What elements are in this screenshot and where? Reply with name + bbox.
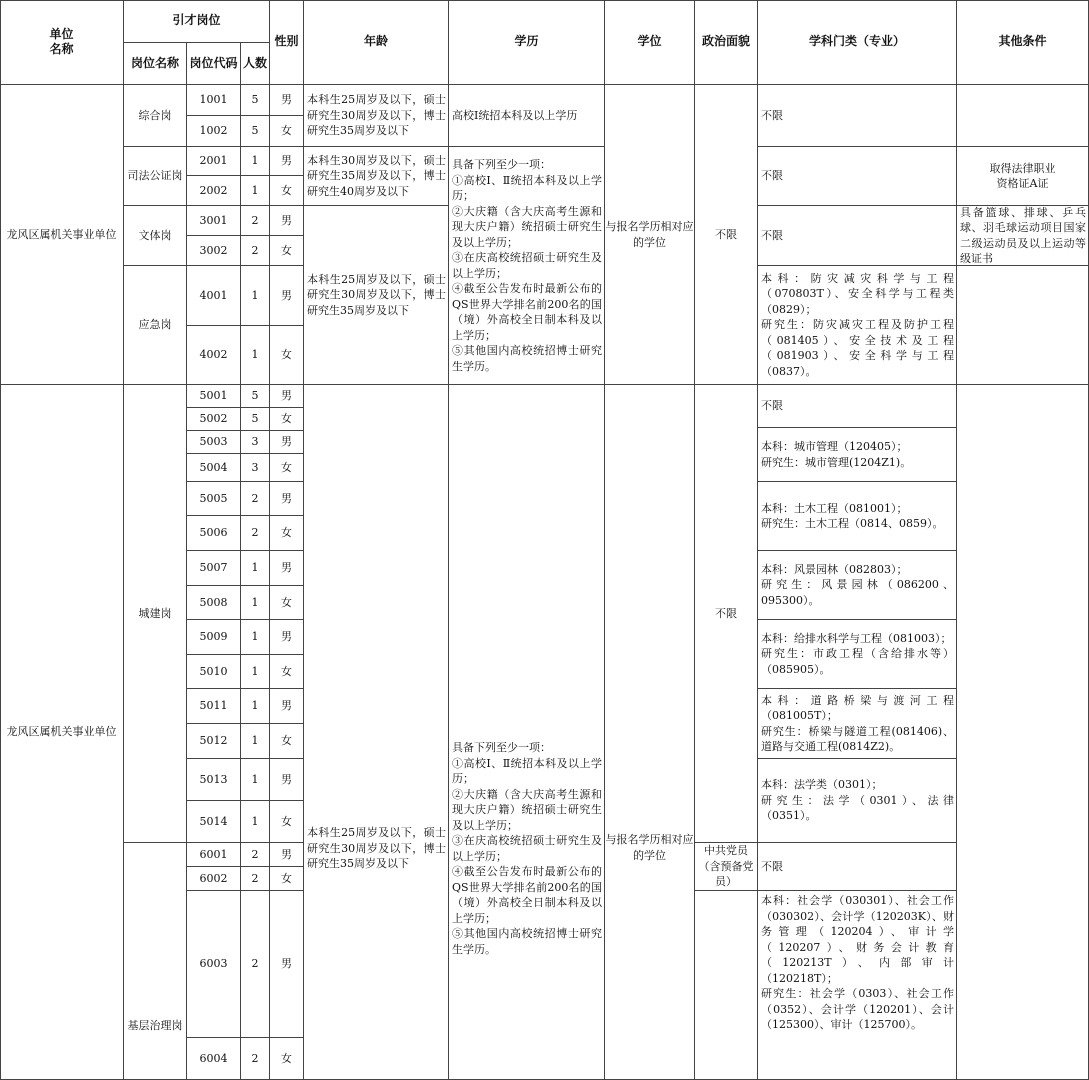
post-name-cell: 应急岗 [124,266,187,385]
gender-cell: 女 [270,236,304,266]
other-cell: 具备篮球、排球、乒乓球、羽毛球运动项目国家二级运动员及以上运动等级证书 [957,206,1089,266]
political-cell: 不限 [695,385,758,843]
headcount-cell: 1 [241,176,270,206]
headcount-cell: 2 [241,1038,270,1080]
headcount-cell: 1 [241,801,270,843]
headcount-cell: 2 [241,891,270,1038]
headcount-cell: 3 [241,454,270,482]
headcount-cell: 2 [241,236,270,266]
header-post-code: 岗位代码 [187,43,241,85]
discipline-cell: 本科：社会学（030301）、社会工作（030302）、会计学（120203K）、财务管理（120204）、审计学（120207）、财务会计教育（120213T）、内部审计（120218T）； 研究生：社会学（0303）、社会工作（0352）、会计学（120201）、会计（125300）、审计（125700）。 [758,891,957,1080]
discipline-cell: 本科：道路桥梁与渡河工程（081005T）； 研究生：桥梁与隧道工程(081406)、道路与交通工程(0814Z2)。 [758,689,957,759]
political-cell: 不限 [695,85,758,385]
post-name-cell: 城建岗 [124,385,187,843]
headcount-cell: 5 [241,116,270,147]
gender-cell: 男 [270,482,304,516]
headcount-cell: 1 [241,620,270,655]
gender-cell: 女 [270,801,304,843]
degree-cell: 与报名学历相对应的学位 [605,385,695,1080]
headcount-cell: 5 [241,85,270,116]
discipline-cell: 不限 [758,147,957,206]
headcount-cell: 2 [241,843,270,867]
gender-cell: 男 [270,620,304,655]
post-code-cell: 2001 [187,147,241,176]
post-code-cell: 1002 [187,116,241,147]
age-cell: 本科生25周岁及以下，硕士研究生30周岁及以下，博士研究生35周岁及以下 [304,85,449,147]
post-code-cell: 5011 [187,689,241,724]
post-code-cell: 4002 [187,326,241,385]
gender-cell: 女 [270,408,304,431]
post-code-cell: 5012 [187,724,241,759]
age-cell: 本科生25周岁及以下，硕士研究生30周岁及以下，博士研究生35周岁及以下 [304,385,449,1080]
header-political: 政治面貌 [695,0,758,85]
gender-cell: 男 [270,551,304,586]
gender-cell: 女 [270,516,304,551]
discipline-cell: 不限 [758,206,957,266]
post-code-cell: 6002 [187,867,241,891]
gender-cell: 男 [270,843,304,867]
headcount-cell: 3 [241,431,270,454]
gender-cell: 女 [270,1038,304,1080]
other-cell [957,385,1089,1080]
discipline-cell: 本科：防灾减灾科学与工程（070803T）、安全科学与工程类（0829）； 研究生：防灾减灾工程及防护工程（081405）、安全技术及工程（081903）、安全科学与工程（0837）。 [758,266,957,385]
headcount-cell: 1 [241,724,270,759]
post-name-cell: 综合岗 [124,85,187,147]
political-cell [695,891,758,1080]
header-position-group: 引才岗位 [124,0,270,43]
post-code-cell: 5007 [187,551,241,586]
discipline-cell: 不限 [758,85,957,147]
gender-cell: 女 [270,116,304,147]
discipline-cell: 不限 [758,843,957,891]
gender-cell: 男 [270,147,304,176]
post-code-cell: 3001 [187,206,241,236]
gender-cell: 女 [270,326,304,385]
header-headcount: 人数 [241,43,270,85]
post-code-cell: 6003 [187,891,241,1038]
gender-cell: 女 [270,454,304,482]
post-code-cell: 6004 [187,1038,241,1080]
headcount-cell: 1 [241,147,270,176]
post-name-cell: 基层治理岗 [124,843,187,1080]
headcount-cell: 5 [241,408,270,431]
gender-cell: 女 [270,867,304,891]
political-cell: 中共党员（含预备党员） [695,843,758,891]
degree-cell: 与报名学历相对应的学位 [605,85,695,385]
discipline-cell: 本科：给排水科学与工程（081003）； 研究生：市政工程（含给排水等）（085905）。 [758,620,957,689]
post-code-cell: 1001 [187,85,241,116]
headcount-cell: 2 [241,482,270,516]
post-name-cell: 文体岗 [124,206,187,266]
post-name-cell: 司法公证岗 [124,147,187,206]
post-code-cell: 2002 [187,176,241,206]
headcount-cell: 1 [241,326,270,385]
other-cell [957,266,1089,385]
gender-cell: 女 [270,586,304,620]
post-code-cell: 6001 [187,843,241,867]
headcount-cell: 1 [241,759,270,801]
gender-cell: 男 [270,85,304,116]
gender-cell: 女 [270,176,304,206]
other-cell [957,85,1089,147]
post-code-cell: 5013 [187,759,241,801]
post-code-cell: 5006 [187,516,241,551]
post-code-cell: 5010 [187,655,241,689]
education-cell: 高校Ⅰ统招本科及以上学历 [449,85,605,147]
gender-cell: 男 [270,759,304,801]
header-unit-name: 单位 名称 [0,0,124,85]
header-other: 其他条件 [957,0,1089,85]
header-degree: 学位 [605,0,695,85]
discipline-cell: 本科：土木工程（081001）； 研究生：土木工程（0814、0859）。 [758,482,957,551]
post-code-cell: 5009 [187,620,241,655]
gender-cell: 男 [270,431,304,454]
discipline-cell: 不限 [758,385,957,428]
headcount-cell: 2 [241,867,270,891]
age-cell: 本科生30周岁及以下，硕士研究生35周岁及以下，博士研究生40周岁及以下 [304,147,449,206]
header-education: 学历 [449,0,605,85]
headcount-cell: 2 [241,516,270,551]
education-cell: 具备下列至少一项： ①高校Ⅰ、Ⅱ统招本科及以上学历； ②大庆籍（含大庆高考生源和现大庆户籍）统招硕士研究生及以上学历； ③在庆高校统招硕士研究生及以上学历； ④截至公告发布时最新公布的QS世界大学排名前200名的国（境）外高校全日制本科及以上学历； ⑤其他国内高校统招博士研究生学历。 [449,147,605,385]
headcount-cell: 1 [241,266,270,326]
unit-cell: 龙风区属机关事业单位 [0,385,124,1080]
discipline-cell: 本科：法学类（0301）； 研究生：法学（0301）、法律（0351）。 [758,759,957,843]
gender-cell: 男 [270,206,304,236]
headcount-cell: 5 [241,385,270,408]
education-cell: 具备下列至少一项： ①高校Ⅰ、Ⅱ统招本科及以上学历； ②大庆籍（含大庆高考生源和现大庆户籍）统招硕士研究生及以上学历； ③在庆高校统招硕士研究生及以上学历； ④截至公告发布时最新公布的QS世界大学排名前200名的国（境）外高校全日制本科及以上学历； ⑤其他国内高校统招博士研究生学历。 [449,385,605,1080]
gender-cell: 男 [270,385,304,408]
headcount-cell: 1 [241,689,270,724]
gender-cell: 男 [270,689,304,724]
post-code-cell: 5003 [187,431,241,454]
gender-cell: 女 [270,655,304,689]
post-code-cell: 3002 [187,236,241,266]
post-code-cell: 5004 [187,454,241,482]
post-code-cell: 5014 [187,801,241,843]
headcount-cell: 1 [241,551,270,586]
other-cell: 取得法律职业 资格证A证 [957,147,1089,206]
unit-cell: 龙风区属机关事业单位 [0,85,124,385]
header-post-name: 岗位名称 [124,43,187,85]
gender-cell: 女 [270,724,304,759]
age-cell: 本科生25周岁及以下，硕士研究生30周岁及以下，博士研究生35周岁及以下 [304,206,449,385]
headcount-cell: 1 [241,655,270,689]
post-code-cell: 4001 [187,266,241,326]
discipline-cell: 本科：风景园林（082803）； 研究生：风景园林（086200、095300）。 [758,551,957,620]
header-gender: 性别 [270,0,304,85]
post-code-cell: 5008 [187,586,241,620]
header-discipline: 学科门类（专业） [758,0,957,85]
header-age: 年龄 [304,0,449,85]
post-code-cell: 5001 [187,385,241,408]
discipline-cell: 本科：城市管理（120405）； 研究生：城市管理(1204Z1)。 [758,428,957,482]
headcount-cell: 1 [241,586,270,620]
headcount-cell: 2 [241,206,270,236]
post-code-cell: 5005 [187,482,241,516]
gender-cell: 男 [270,266,304,326]
gender-cell: 男 [270,891,304,1038]
post-code-cell: 5002 [187,408,241,431]
